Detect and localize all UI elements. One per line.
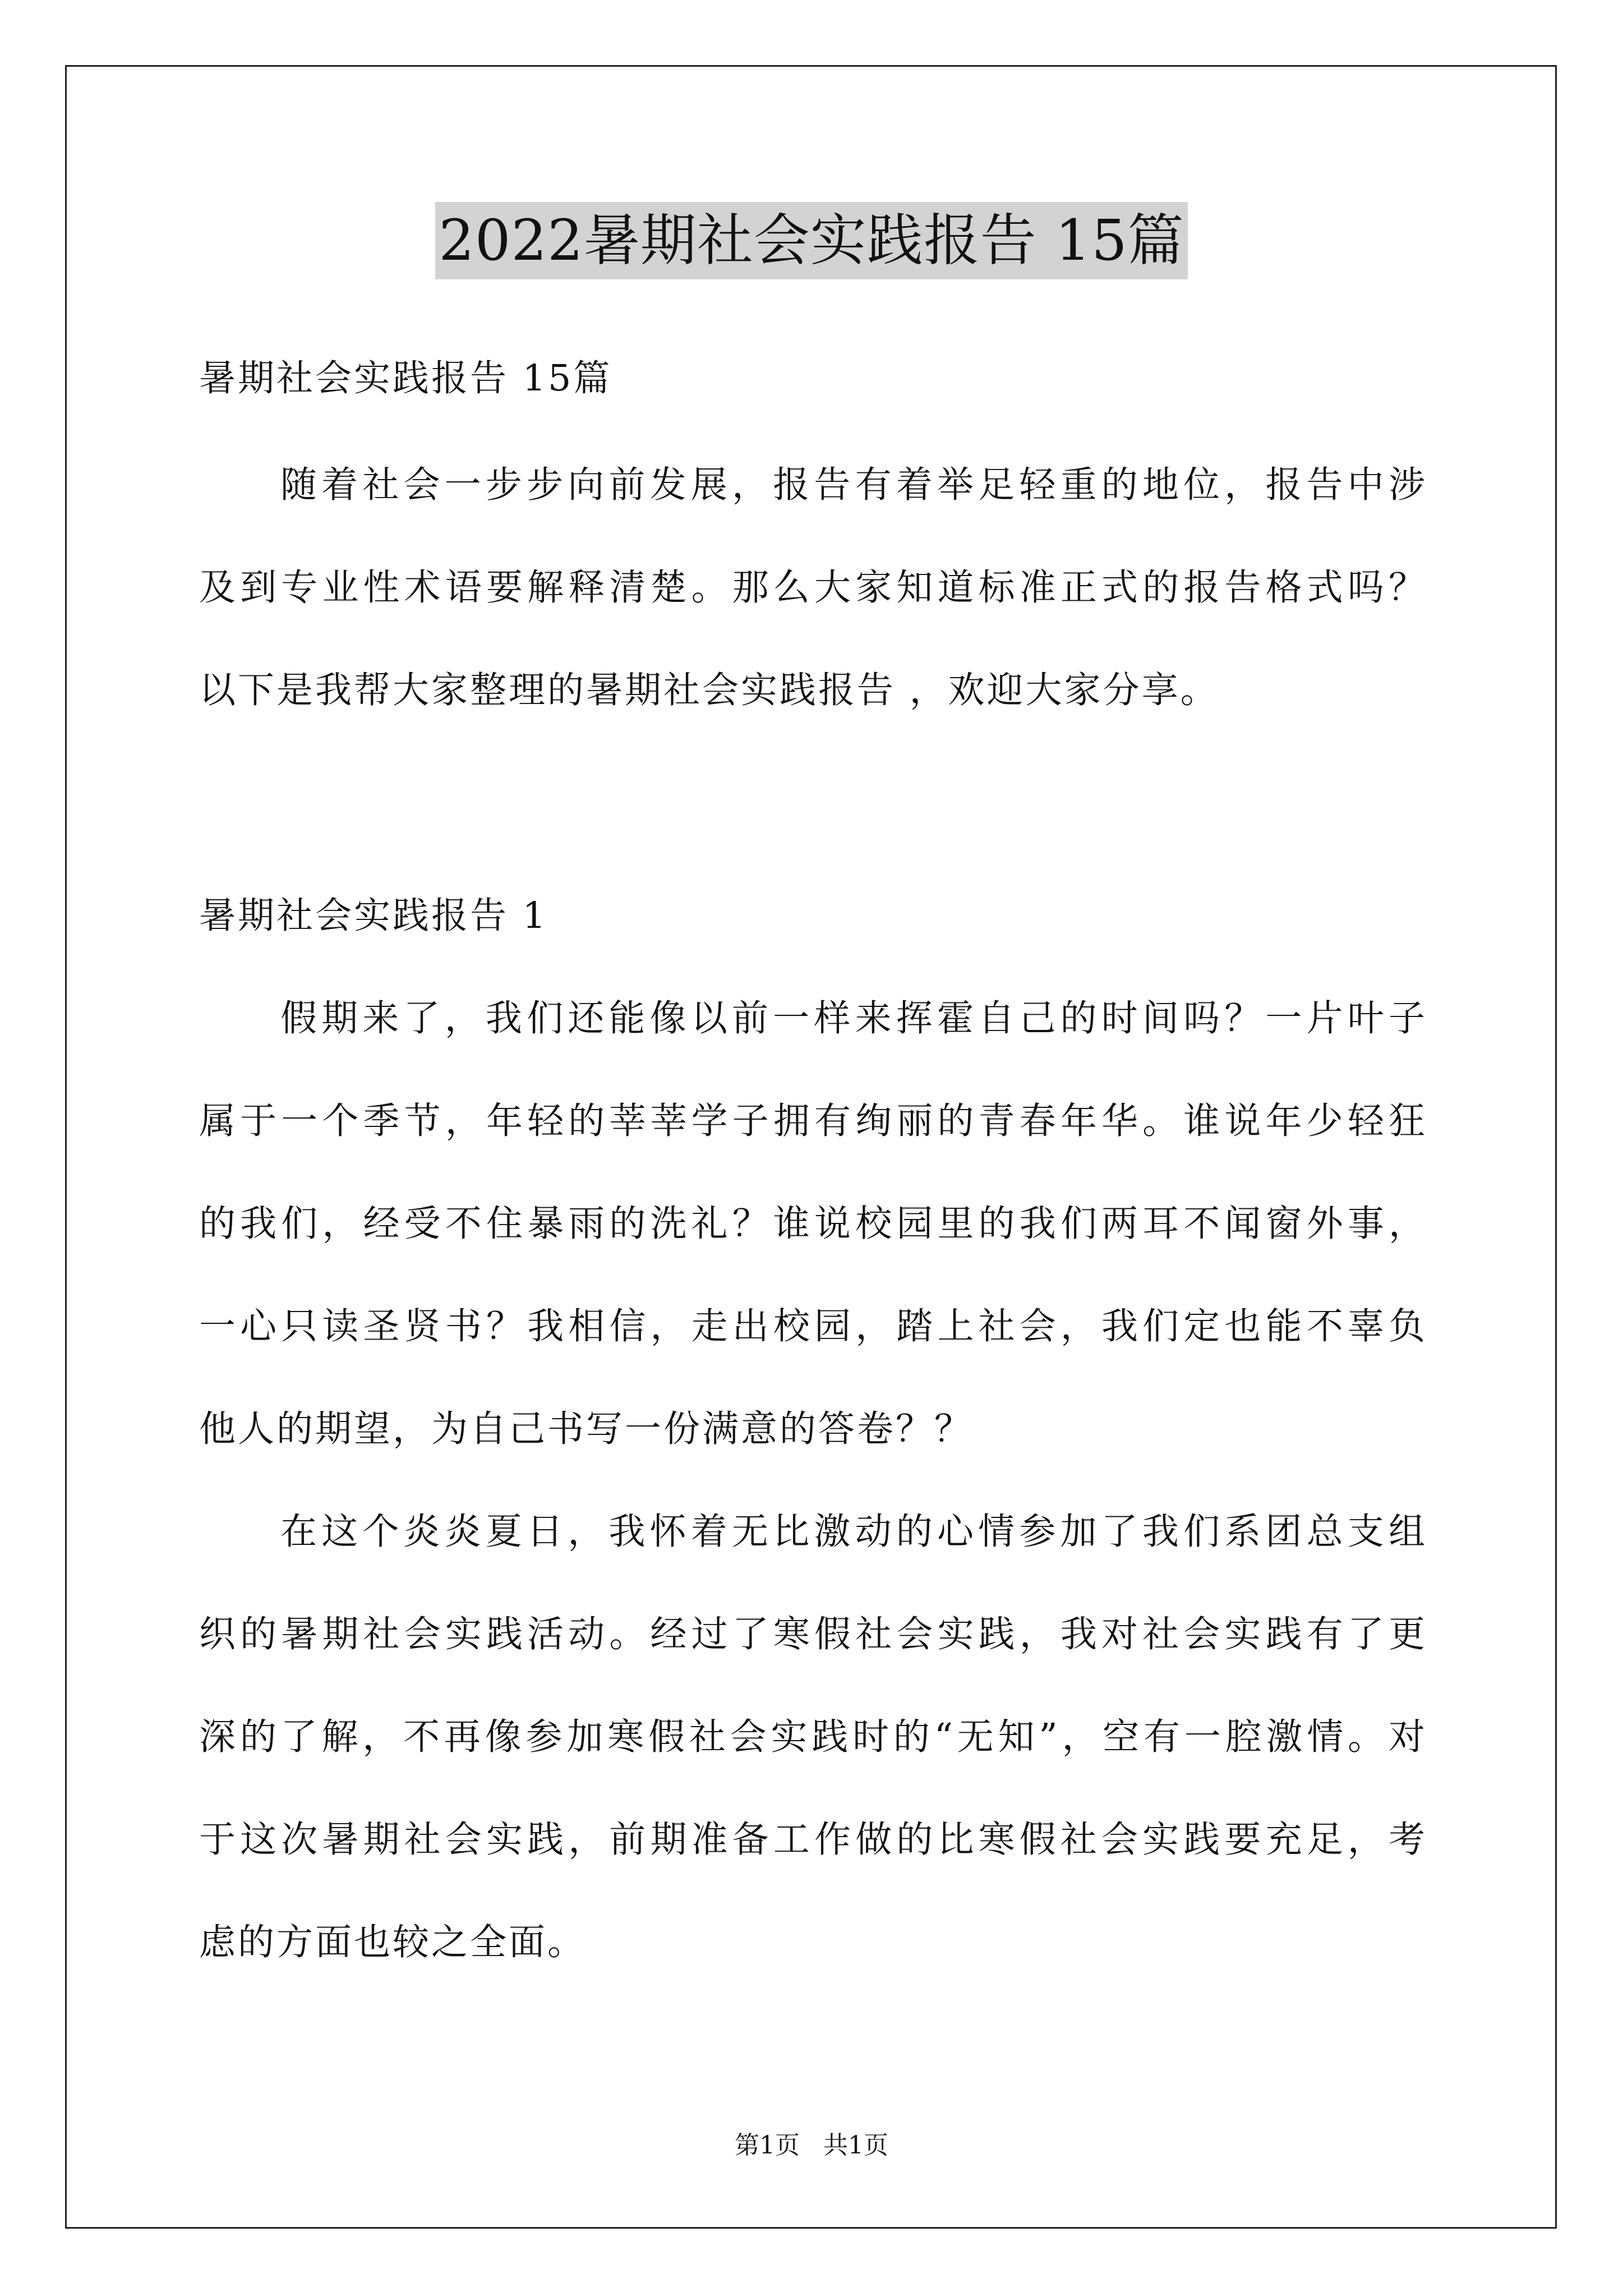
paragraph2-line-4: 于这次暑期社会实践，前期准备工作做的比寒假社会实践要充足，考: [199, 1819, 1427, 1861]
paragraph1-line-4: 一心只读圣贤书？我相信，走出校园，踏上社会，我们定也能不辜负: [199, 1305, 1427, 1347]
intro-line-1: 随着社会一步步向前发展，报告有着举足轻重的地位，报告中涉: [280, 464, 1427, 506]
section-heading: 暑期社会实践报告 1: [199, 895, 548, 937]
title-container: [0, 202, 1623, 279]
subtitle-line: 暑期社会实践报告 15篇: [199, 357, 612, 399]
intro-line-3: 以下是我帮大家整理的暑期社会实践报告 ，欢迎大家分享。: [199, 669, 1219, 711]
page-total: 共1页: [823, 2131, 888, 2160]
paragraph1-line-1: 假期来了，我们还能像以前一样来挥霍自己的时间吗？一片叶子: [280, 997, 1427, 1039]
paragraph2-line-5: 虑的方面也较之全面。: [199, 1921, 587, 1963]
document-title: 2022暑期社会实践报告 15篇: [435, 202, 1188, 279]
page-current: 第1页: [735, 2131, 800, 2160]
paragraph1-line-2: 属于一个季节，年轻的莘莘学子拥有绚丽的青春年华。谁说年少轻狂: [199, 1100, 1427, 1142]
intro-line-2: 及到专业性术语要解释清楚。那么大家知道标准正式的报告格式吗？: [199, 567, 1427, 609]
paragraph1-line-5: 他人的期望，为自己书写一份满意的答卷？？: [199, 1408, 974, 1450]
page-footer: [0, 2129, 1623, 2162]
paragraph2-line-2: 织的暑期社会实践活动。经过了寒假社会实践，我对社会实践有了更: [199, 1613, 1427, 1655]
paragraph1-line-3: 的我们，经受不住暴雨的洗礼？谁说校园里的我们两耳不闻窗外事，: [199, 1203, 1427, 1245]
paragraph2-line-1: 在这个炎炎夏日，我怀着无比激动的心情参加了我们系团总支组: [280, 1511, 1427, 1553]
paragraph2-line-3: 深的了解，不再像参加寒假社会实践时的“无知”，空有一腔激情。对: [199, 1716, 1427, 1758]
